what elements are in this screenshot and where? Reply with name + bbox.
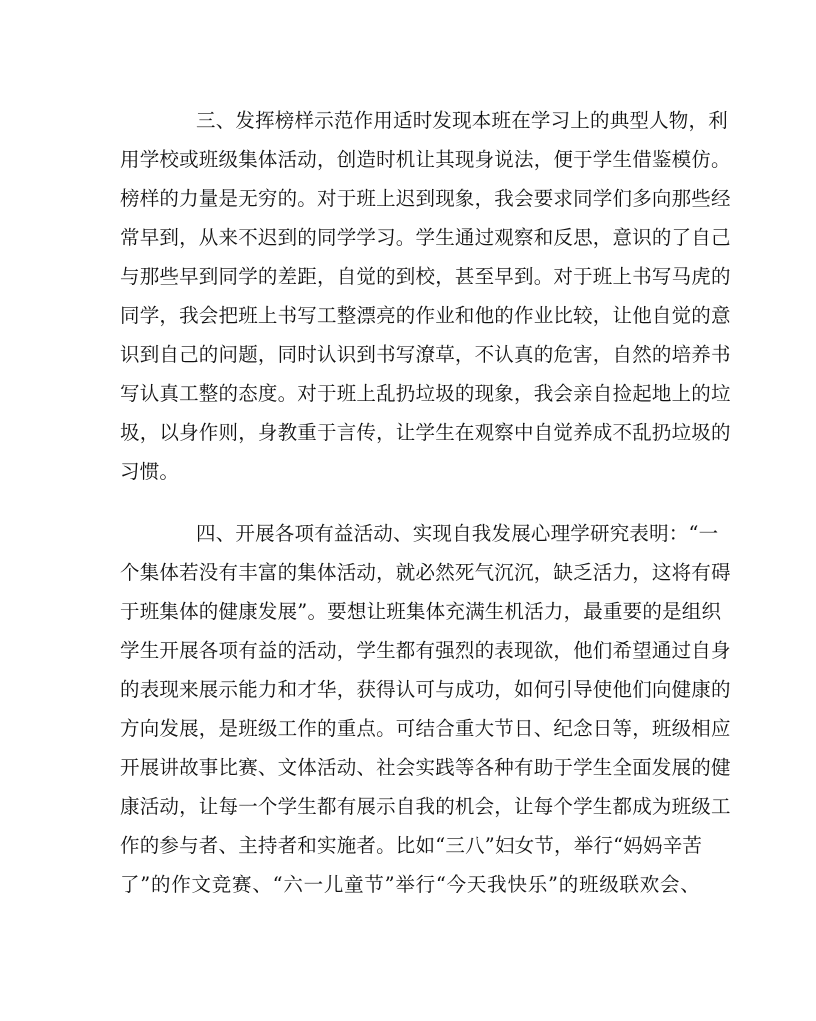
text-line: 学生开展各项有益的活动，学生都有强烈的表现欲，他们希望通过自身 <box>120 639 731 662</box>
text-line: 榜样的力量是无穷的。对于班上迟到现象，我会要求同学们多向那些经 <box>120 187 731 210</box>
text-line: 方向发展，是班级工作的重点。可结合重大节日、纪念日等，班级相应 <box>120 717 731 740</box>
text-line: 康活动，让每一个学生都有展示自我的机会，让每个学生都成为班级工 <box>120 795 731 818</box>
text-line: 个集体若没有丰富的集体活动，就必然死气沉沉，缺乏活力，这将有碍 <box>120 561 731 584</box>
text-line: 识到自己的问题，同时认识到书写潦草，不认真的危害，自然的培养书 <box>120 343 731 366</box>
text-line: 常早到，从来不迟到的同学学习。学生通过观察和反思，意识的了自己 <box>120 226 731 249</box>
text-line: 了”的作文竞赛、“六一儿童节”举行“今天我快乐”的班级联欢会、 <box>120 873 700 896</box>
text-line: 圾，以身作则，身教重于言传，让学生在观察中自觉养成不乱扔垃圾的 <box>120 421 731 444</box>
text-line: 写认真工整的态度。对于班上乱扔垃圾的现象，我会亲自捡起地上的垃 <box>120 382 731 405</box>
text-line: 与那些早到同学的差距，自觉的到校，甚至早到。对于班上书写马虎的 <box>120 265 731 288</box>
text-line: 习惯。 <box>120 460 180 483</box>
text-line: 同学，我会把班上书写工整漂亮的作业和他的作业比较，让他自觉的意 <box>120 304 731 327</box>
text-line: 三、发挥榜样示范作用适时发现本班在学习上的典型人物，利 <box>196 109 728 132</box>
text-line: 的表现来展示能力和才华，获得认可与成功，如何引导使他们向健康的 <box>120 678 731 701</box>
text-line: 开展讲故事比赛、文体活动、社会实践等各种有助于学生全面发展的健 <box>120 756 731 779</box>
text-line: 四、开展各项有益活动、实现自我发展心理学研究表明：“一 <box>196 522 719 545</box>
text-line: 作的参与者、主持者和实施者。比如“三八”妇女节，举行“妈妈辛苦 <box>120 834 703 857</box>
text-line: 于班集体的健康发展”。要想让班集体充满生机活力，最重要的是组织 <box>120 600 722 623</box>
text-line: 用学校或班级集体活动，创造时机让其现身说法，便于学生借鉴模仿。 <box>120 148 731 171</box>
